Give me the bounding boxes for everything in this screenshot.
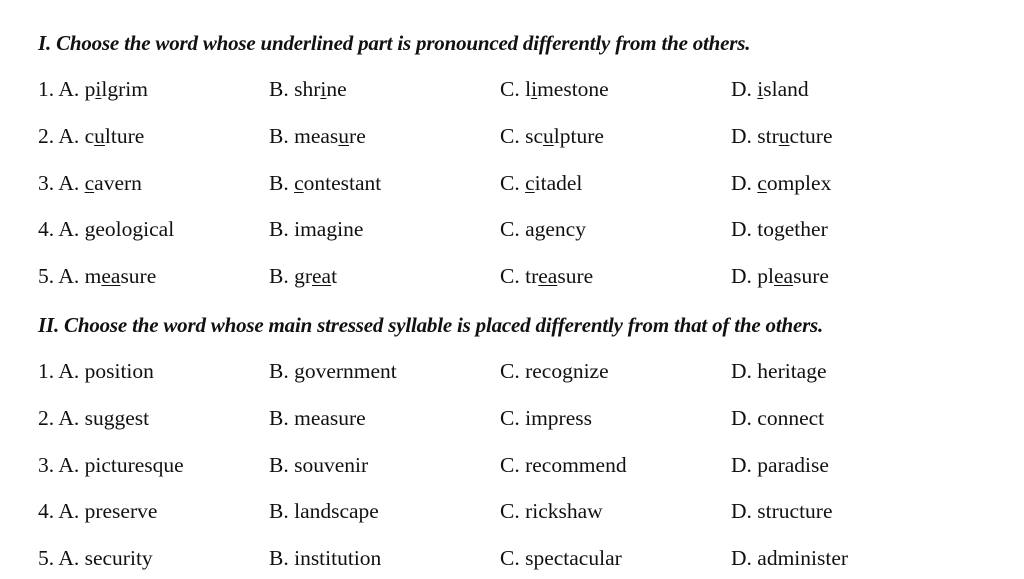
option-b: B. imagine bbox=[269, 217, 364, 241]
underlined-part: g bbox=[326, 217, 338, 241]
option-b: B. souvenir bbox=[269, 453, 369, 477]
underlined-part: c bbox=[757, 171, 767, 195]
option-b: B. landscape bbox=[269, 499, 379, 523]
option-b: B. measure bbox=[269, 124, 366, 148]
underlined-part: g bbox=[132, 217, 144, 241]
option-c: C. agency bbox=[500, 217, 586, 241]
section1-question-3 bbox=[0, 171, 1024, 201]
option-b: B. measure bbox=[269, 406, 366, 430]
option-b: B. shrine bbox=[269, 77, 347, 101]
underlined-part: g bbox=[774, 217, 785, 241]
option-c: C. limestone bbox=[500, 77, 609, 101]
section2-question-2 bbox=[0, 406, 1024, 436]
option-a: 5. A. measure bbox=[38, 264, 157, 288]
underlined-part: i bbox=[95, 77, 102, 101]
option-d: D. island bbox=[731, 77, 809, 101]
option-d: D. structure bbox=[731, 499, 833, 523]
section1-question-4 bbox=[0, 217, 1024, 247]
option-d: D. paradise bbox=[731, 453, 829, 477]
underlined-part: ea bbox=[774, 264, 794, 288]
underlined-part: c bbox=[294, 171, 304, 195]
option-c: C. recognize bbox=[500, 359, 609, 383]
option-d: D. pleasure bbox=[731, 264, 829, 288]
section2-question-1 bbox=[0, 359, 1024, 389]
option-b: B. government bbox=[269, 359, 397, 383]
underlined-part: ea bbox=[101, 264, 121, 288]
underlined-part: u bbox=[543, 124, 554, 148]
option-a: 4. A. preserve bbox=[38, 499, 158, 523]
underlined-part: i bbox=[531, 77, 538, 101]
section1-heading: I. Choose the word whose underlined part is pronounced differently from the others. bbox=[38, 31, 751, 55]
option-a: 3. A. cavern bbox=[38, 171, 142, 195]
option-c: C. treasure bbox=[500, 264, 594, 288]
option-d: D. heritage bbox=[731, 359, 827, 383]
underlined-part: i bbox=[757, 77, 764, 101]
underlined-part: ea bbox=[312, 264, 332, 288]
underlined-part: u bbox=[778, 124, 790, 148]
option-a: 2. A. culture bbox=[38, 124, 145, 148]
section2-question-3 bbox=[0, 453, 1024, 483]
option-c: C. impress bbox=[500, 406, 592, 430]
underlined-part: ea bbox=[538, 264, 558, 288]
underlined-part: c bbox=[525, 171, 535, 195]
section1-question-2 bbox=[0, 124, 1024, 154]
option-a: 1. A. pilgrim bbox=[38, 77, 148, 101]
option-b: B. institution bbox=[269, 546, 382, 570]
section2-question-4 bbox=[0, 499, 1024, 529]
option-d: D. structure bbox=[731, 124, 833, 148]
underlined-part: c bbox=[84, 171, 95, 195]
option-a: 4. A. geological bbox=[38, 217, 175, 241]
underlined-part: g bbox=[534, 217, 546, 241]
option-c: C. citadel bbox=[500, 171, 583, 195]
option-a: 1. A. position bbox=[38, 359, 154, 383]
option-a: 3. A. picturesque bbox=[38, 453, 184, 477]
option-c: C. sculpture bbox=[500, 124, 604, 148]
section2-question-5 bbox=[0, 546, 1024, 576]
option-d: D. connect bbox=[731, 406, 825, 430]
option-a: 2. A. suggest bbox=[38, 406, 150, 430]
underlined-part: i bbox=[320, 77, 327, 101]
underlined-part: u bbox=[338, 124, 350, 148]
underlined-part: u bbox=[94, 124, 105, 148]
section1-question-5 bbox=[0, 264, 1024, 294]
option-c: C. rickshaw bbox=[500, 499, 603, 523]
option-a: 5. A. security bbox=[38, 546, 153, 570]
option-c: C. recommend bbox=[500, 453, 627, 477]
option-b: B. contestant bbox=[269, 171, 382, 195]
option-c: C. spectacular bbox=[500, 546, 622, 570]
option-d: D. together bbox=[731, 217, 828, 241]
option-d: D. administer bbox=[731, 546, 849, 570]
section2-heading: II. Choose the word whose main stressed syllable is placed differently from that of the others. bbox=[38, 313, 824, 337]
option-b: B. great bbox=[269, 264, 338, 288]
section1-question-1 bbox=[0, 77, 1024, 107]
option-d: D. complex bbox=[731, 171, 832, 195]
